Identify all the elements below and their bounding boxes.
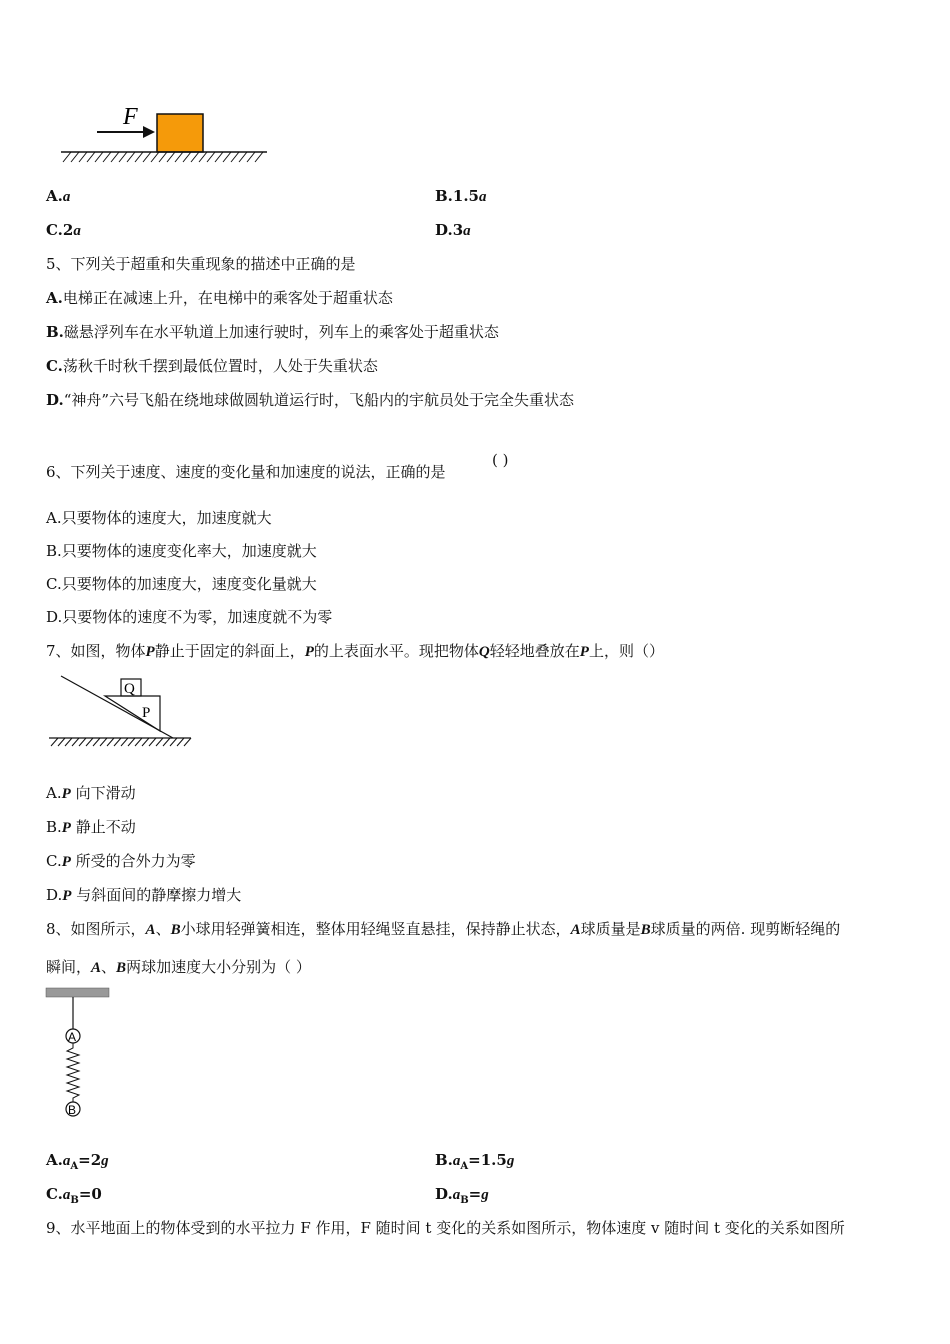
- q7-option-b: B.P 静止不动: [46, 818, 136, 836]
- q4-option-d: D.3a: [435, 221, 471, 239]
- q8-option-b: $B.a_A=1.5g$: [435, 1151, 515, 1172]
- ceiling-bar: [46, 988, 109, 997]
- block-q-label: Q: [124, 681, 135, 697]
- block-force-figure: [55, 100, 285, 170]
- q7-option-c: C.P 所受的合外力为零: [46, 852, 196, 870]
- ground-hatch: [63, 152, 263, 162]
- q5-option-d: D.“神舟”六号飞船在绕地球做圆轨道运行时，飞船内的宇航员处于完全失重状态: [46, 391, 575, 409]
- q5-option-a: A.电梯正在减速上升，在电梯中的乘客处于超重状态: [46, 289, 393, 307]
- q4-option-b: B.1.5a: [435, 187, 487, 205]
- q8-stem-line2: 瞬间，A、B两球加速度大小分别为（ ）: [46, 958, 311, 976]
- q5-option-b: B.磁悬浮列车在水平轨道上加速行驶时，列车上的乘客处于超重状态: [46, 323, 499, 341]
- force-arrowhead: [143, 126, 155, 138]
- q8-stem-line1: 8、如图所示，A、B小球用轻弹簧相连，整体用轻绳竖直悬挂，保持静止状态，A球质量是B球质量的两倍. 现剪断轻绳的: [46, 920, 841, 938]
- q5-stem: 5、下列关于超重和失重现象的描述中正确的是: [46, 255, 356, 273]
- q6-option-a: A.只要物体的速度大，加速度就大: [46, 509, 272, 527]
- q4-option-a: A.a: [46, 187, 71, 205]
- spring-balls-figure: [44, 986, 114, 1116]
- ball-a-label: A: [68, 1030, 77, 1044]
- q8-option-d: $D.a_B=g$: [435, 1185, 489, 1206]
- q7-option-d: D.P 与斜面间的静摩擦力增大: [46, 886, 242, 904]
- block-p: [105, 696, 160, 731]
- force-label: F: [123, 104, 138, 130]
- ball-b-label: B: [68, 1103, 77, 1117]
- q6-option-c: C.只要物体的加速度大，速度变化量就大: [46, 575, 317, 593]
- q7-stem: 7、如图，物体P静止于固定的斜面上，P的上表面水平。现把物体Q轻轻地叠放在P上，则（）: [46, 642, 664, 660]
- block-p-label: P: [142, 705, 151, 721]
- spring: [67, 1043, 79, 1102]
- q7-option-a: A.P 向下滑动: [46, 784, 136, 802]
- q6-option-d: D.只要物体的速度不为零，加速度就不为零: [46, 608, 333, 626]
- q6-answer-paren: ( ): [492, 451, 509, 469]
- q9-stem: 9、水平地面上的物体受到的水平拉力 F 作用，F 随时间 t 变化的关系如图所示，物体速度 v 随时间 t 变化的关系如图所: [46, 1219, 845, 1237]
- incline-figure: [45, 672, 205, 752]
- q4-option-c: C.2a: [46, 221, 81, 239]
- orange-block: [157, 114, 203, 152]
- q5-option-c: C.荡秋千时秋千摆到最低位置时，人处于失重状态: [46, 357, 378, 375]
- q6-option-b: B.只要物体的速度变化率大，加速度就大: [46, 542, 317, 560]
- q6-stem: 6、下列关于速度、速度的变化量和加速度的说法，正确的是: [46, 463, 446, 481]
- ground-hatch: [51, 738, 191, 746]
- q8-option-c: $C.a_B=0$: [46, 1185, 102, 1206]
- q8-option-a: $A.a_A=2g$: [46, 1151, 109, 1172]
